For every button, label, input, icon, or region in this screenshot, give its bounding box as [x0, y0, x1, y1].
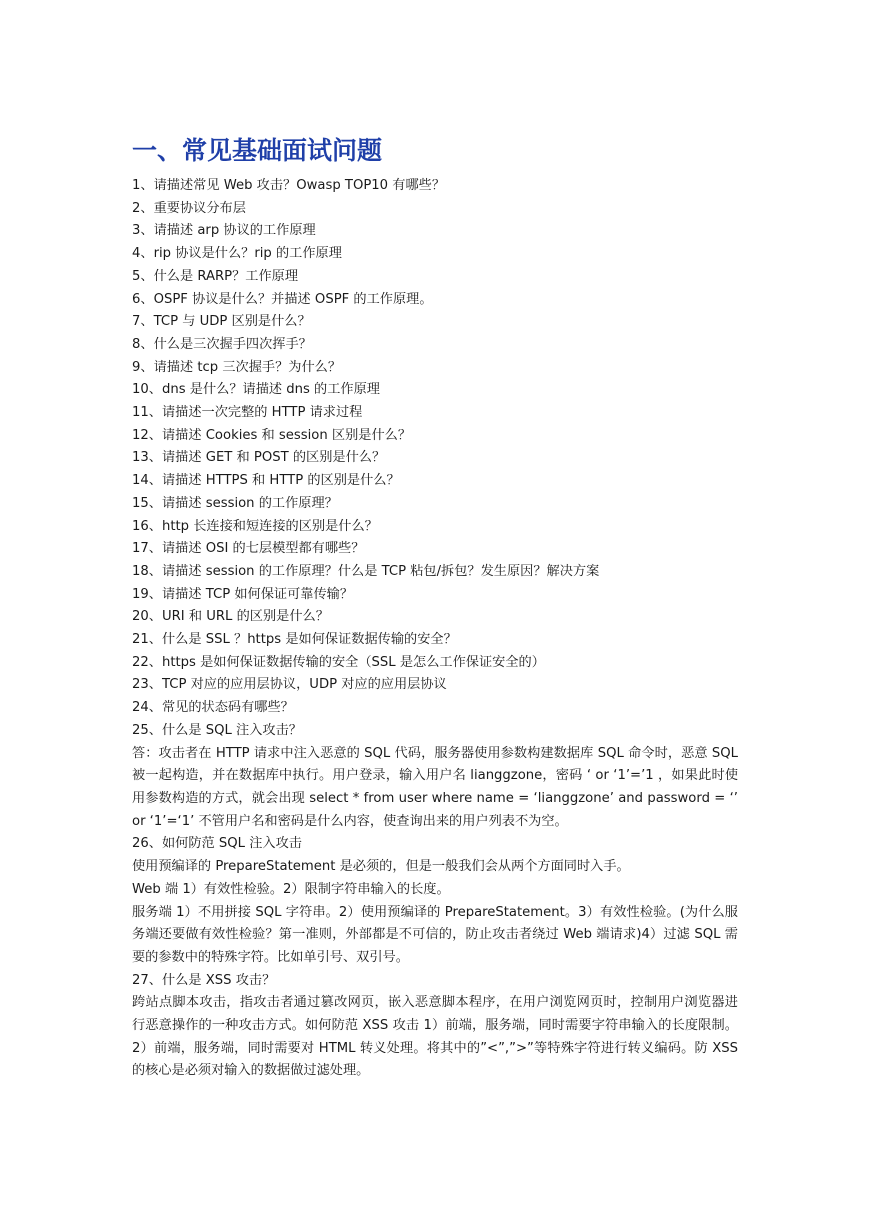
question-item: 3、请描述 arp 协议的工作原理 [132, 223, 316, 239]
question-item: 22、https 是如何保证数据传输的安全（SSL 是怎么工作保证安全的） [132, 654, 545, 670]
question-item: 1、请描述常见 Web 攻击？Owasp TOP10 有哪些？ [132, 178, 446, 193]
question-item: 5、什么是 RARP？工作原理 [132, 268, 299, 284]
question-item: 25、什么是 SQL 注入攻击？ [132, 722, 302, 738]
section-title: 一、常见基础面试问题 [132, 136, 383, 165]
question-item: 23、TCP 对应的应用层协议，UDP 对应的应用层协议 [132, 677, 447, 693]
question-item: 14、请描述 HTTPS 和 HTTP 的区别是什么？ [132, 473, 400, 489]
question-item: 9、请描述 tcp 三次握手？为什么？ [132, 359, 342, 375]
question-item: 6、OSPF 协议是什么？并描述 OSPF 的工作原理。 [132, 291, 433, 307]
document-body [132, 175, 738, 1083]
question-item: 15、请描述 session 的工作原理？ [132, 495, 338, 511]
question-item: 12、请描述 Cookies 和 session 区别是什么？ [132, 427, 412, 443]
question-item: 10、dns 是什么？请描述 dns 的工作原理 [132, 382, 380, 398]
question-item: 7、TCP 与 UDP 区别是什么？ [132, 314, 311, 330]
question-item: 8、什么是三次握手四次挥手？ [132, 336, 312, 352]
question-item: 27、什么是 XSS 攻击？ [132, 972, 276, 988]
question-item: 19、请描述 TCP 如何保证可靠传输？ [132, 586, 354, 602]
answer-26-paragraph: 服务端 1）不用拼接 SQL 字符串。2）使用预编译的 PrepareStatement。3）有效性检验。(为什么服务端还要做有效性检验？第一准则，外部都是不可信的，防止攻击者绕过 Web 端请求)4）过滤 SQL 需要的参数中的特殊字符。比如单引号、双引号。 [132, 904, 738, 965]
question-item: 21、什么是 SSL ？https 是如何保证数据传输的安全？ [132, 632, 457, 648]
question-item: 11、请描述一次完整的 HTTP 请求过程 [132, 405, 363, 421]
question-item: 20、URI 和 URL 的区别是什么？ [132, 609, 329, 625]
answer-26-line: 使用预编译的 PrepareStatement 是必须的，但是一般我们会从两个方面同时入手。 [132, 859, 630, 875]
question-item: 2、重要协议分布层 [132, 200, 246, 216]
answer-27-paragraph: 跨站点脚本攻击，指攻击者通过篡改网页，嵌入恶意脚本程序，在用户浏览网页时，控制用户浏览器进行恶意操作的一种攻击方式。如何防范 XSS 攻击 1）前端，服务端，同时需要字符串输入的长度限制。2）前端，服务端，同时需要对 HTML 转义处理。将其中的”<”,”>”等特殊字符进行转义编码。防 XSS 的核心是必须对输入的数据做过滤处理。 [132, 995, 738, 1079]
question-item: 13、请描述 GET 和 POST 的区别是什么？ [132, 450, 386, 466]
question-item: 26、如何防范 SQL 注入攻击 [132, 836, 302, 852]
question-item: 24、常见的状态码有哪些？ [132, 700, 294, 716]
question-item: 16、http 长连接和短连接的区别是什么？ [132, 518, 378, 534]
answer-26-line: Web 端 1）有效性检验。2）限制字符串输入的长度。 [132, 881, 450, 897]
question-item: 18、请描述 session 的工作原理？什么是 TCP 粘包/拆包？发生原因？解决方案 [132, 563, 600, 579]
question-item: 17、请描述 OSI 的七层模型都有哪些？ [132, 541, 365, 557]
answer-25-paragraph: 答：攻击者在 HTTP 请求中注入恶意的 SQL 代码，服务器使用参数构建数据库 SQL 命令时，恶意 SQL 被一起构造，并在数据库中执行。用户登录，输入用户名 lianggzone，密码 ‘ or ‘1’=’1 ，如果此时使用参数构造的方式，就会出现 select * from user where name = ‘lianggzone’ and password = ‘’ or ‘1’=‘1’ 不管用户名和密码是什么内容，使查询出来的用户列表不为空。 [132, 745, 738, 829]
question-item: 4、rip 协议是什么？rip 的工作原理 [132, 246, 342, 262]
